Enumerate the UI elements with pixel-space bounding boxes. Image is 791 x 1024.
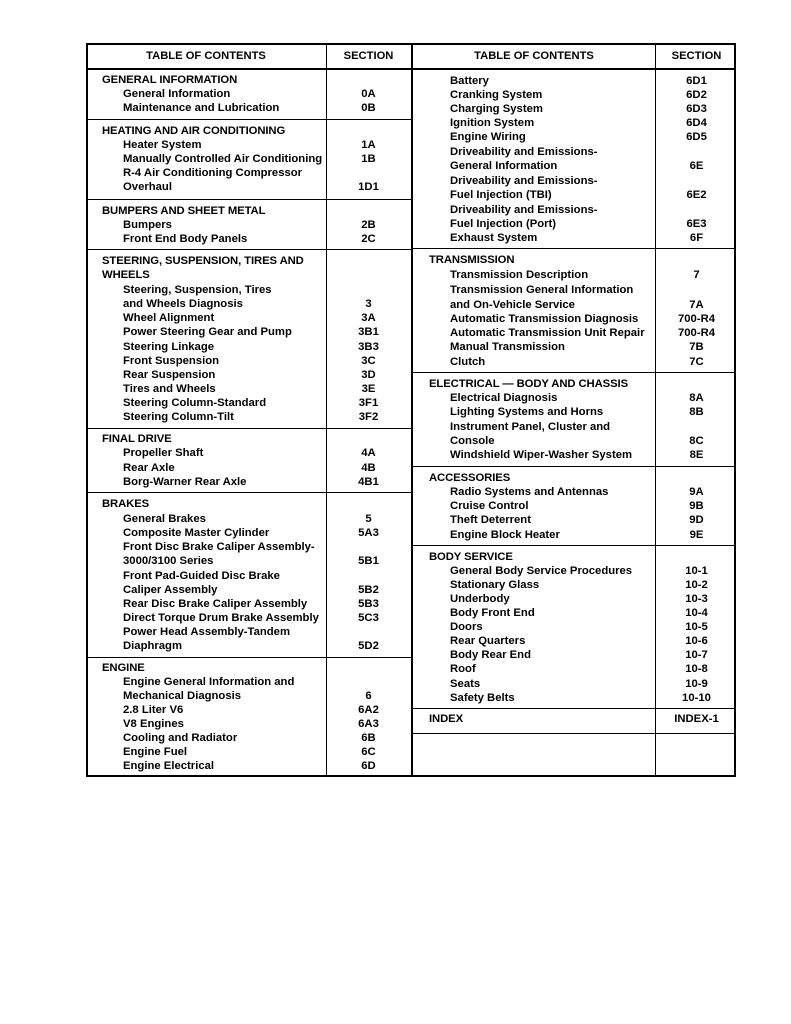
toc-entry[interactable]: Front Suspension 3C	[123, 355, 376, 367]
toc-entry[interactable]: Engine Block Heater 9E	[450, 529, 704, 541]
toc-entry[interactable]: Engine Fuel 6C	[123, 746, 376, 758]
toc-entry[interactable]: Power Steering Gear and Pump 3B1	[123, 326, 379, 338]
toc-entry[interactable]: Fuel Injection (Port) 6E3	[450, 218, 707, 230]
toc-entry[interactable]: Bumpers 2B	[123, 219, 376, 231]
toc-entry[interactable]: Instrument Panel, Cluster and	[450, 421, 611, 433]
toc-entry[interactable]: Clutch 7C	[450, 356, 704, 368]
toc-entry[interactable]: Cooling and Radiator 6B	[123, 732, 376, 744]
toc-entry[interactable]: Direct Torque Drum Brake Assembly 5C3	[123, 612, 379, 624]
toc-entry[interactable]: Fuel Injection (TBI) 6E2	[450, 189, 707, 201]
table-of-contents	[86, 43, 736, 777]
group-heading: ELECTRICAL — BODY AND CHASSIS	[429, 378, 628, 390]
toc-entry[interactable]: Rear Suspension 3D	[123, 369, 376, 381]
toc-entry[interactable]: Body Rear End 10-7	[450, 649, 708, 661]
toc-entry[interactable]: General Information 0A	[123, 88, 376, 100]
toc-entry[interactable]: Doors 10-5	[450, 621, 708, 633]
toc-entry[interactable]: Caliper Assembly 5B2	[123, 584, 379, 596]
toc-entry[interactable]: Theft Deterrent 9D	[450, 514, 704, 526]
toc-entry[interactable]: Electrical Diagnosis 8A	[450, 392, 704, 404]
toc-entry[interactable]: and Wheels Diagnosis 3	[123, 298, 372, 310]
toc-entry[interactable]: Cruise Control 9B	[450, 500, 704, 512]
toc-entry[interactable]: Power Head Assembly-Tandem	[123, 626, 290, 638]
toc-entry[interactable]: Manually Controlled Air Conditioning 1B	[123, 153, 376, 165]
toc-right-header	[413, 43, 736, 70]
toc-entry[interactable]: Diaphragm 5D2	[123, 640, 379, 652]
toc-entry[interactable]: 3000/3100 Series 5B1	[123, 555, 379, 567]
toc-entry[interactable]: Front Pad-Guided Disc Brake	[123, 570, 280, 582]
toc-entry[interactable]: and On-Vehicle Service 7A	[450, 299, 704, 311]
toc-entry[interactable]: General Information 6E	[450, 160, 704, 172]
group-separator	[413, 708, 736, 709]
toc-entry[interactable]: Overhaul 1D1	[123, 181, 379, 193]
header-section: SECTION	[671, 50, 722, 62]
group-heading: BUMPERS AND SHEET METAL	[102, 205, 266, 217]
toc-entry[interactable]: Driveability and Emissions-	[450, 146, 598, 158]
group-heading: GENERAL INFORMATION	[102, 74, 238, 86]
group-separator	[86, 199, 411, 200]
toc-entry[interactable]: Front Disc Brake Caliper Assembly-	[123, 541, 315, 553]
group-heading: TRANSMISSION	[429, 254, 515, 266]
index-entry[interactable]: INDEX INDEX-1	[429, 713, 719, 725]
toc-entry[interactable]: Front End Body Panels 2C	[123, 233, 376, 245]
toc-entry[interactable]: Composite Master Cylinder 5A3	[123, 527, 379, 539]
group-heading: ENGINE	[102, 662, 145, 674]
toc-entry[interactable]: Transmission Description 7	[450, 269, 700, 281]
group-heading: STEERING, SUSPENSION, TIRES AND	[102, 255, 304, 267]
toc-entry[interactable]: Engine General Information and	[123, 676, 295, 688]
toc-entry[interactable]: Radio Systems and Antennas 9A	[450, 486, 704, 498]
toc-entry[interactable]: Charging System 6D3	[450, 103, 707, 115]
group-separator	[86, 657, 411, 658]
toc-entry[interactable]: Stationary Glass 10-2	[450, 579, 708, 591]
toc-entry[interactable]: Manual Transmission 7B	[450, 341, 704, 353]
toc-entry[interactable]: Heater System 1A	[123, 139, 376, 151]
toc-right-column	[411, 43, 736, 777]
toc-entry[interactable]: Roof 10-8	[450, 663, 708, 675]
toc-entry[interactable]: 2.8 Liter V6 6A2	[123, 704, 379, 716]
toc-entry[interactable]: Safety Belts 10-10	[450, 692, 711, 704]
toc-entry[interactable]: Engine Wiring 6D5	[450, 131, 707, 143]
toc-entry[interactable]: Transmission General Information	[450, 284, 634, 296]
toc-entry[interactable]: Automatic Transmission Unit Repair 700-R4	[450, 327, 716, 339]
group-separator	[413, 545, 736, 546]
toc-entry[interactable]: Ignition System 6D4	[450, 117, 707, 129]
toc-entry[interactable]: General Body Service Procedures 10-1	[450, 565, 708, 577]
group-separator	[413, 372, 736, 373]
toc-entry[interactable]: Steering, Suspension, Tires	[123, 284, 272, 296]
group-heading-cont: WHEELS	[102, 269, 150, 281]
toc-entry[interactable]: General Brakes 5	[123, 513, 372, 525]
group-heading: BRAKES	[102, 498, 150, 510]
group-heading: BODY SERVICE	[429, 551, 513, 563]
group-separator	[86, 492, 411, 493]
toc-entry[interactable]: Cranking System 6D2	[450, 89, 707, 101]
group-separator	[86, 428, 411, 429]
toc-entry[interactable]: Battery 6D1	[450, 75, 707, 87]
toc-entry[interactable]: Steering Column-Standard 3F1	[123, 397, 379, 409]
group-separator	[413, 248, 736, 249]
toc-entry[interactable]: Rear Axle 4B	[123, 462, 376, 474]
toc-entry[interactable]: Driveability and Emissions-	[450, 204, 598, 216]
toc-entry[interactable]: Rear Disc Brake Caliper Assembly 5B3	[123, 598, 379, 610]
toc-entry[interactable]: Console 8C	[450, 435, 704, 447]
toc-entry[interactable]: R-4 Air Conditioning Compressor	[123, 167, 303, 179]
toc-entry[interactable]: Automatic Transmission Diagnosis 700-R4	[450, 313, 716, 325]
toc-entry[interactable]: Engine Electrical 6D	[123, 760, 376, 772]
toc-entry[interactable]: Windshield Wiper-Washer System 8E	[450, 449, 704, 461]
toc-entry[interactable]: Seats 10-9	[450, 678, 708, 690]
toc-entry[interactable]: Maintenance and Lubrication 0B	[123, 102, 376, 114]
toc-entry[interactable]: Exhaust System 6F	[450, 232, 704, 244]
toc-entry[interactable]: Propeller Shaft 4A	[123, 447, 376, 459]
header-title: TABLE OF CONTENTS	[474, 50, 594, 62]
group-heading: ACCESSORIES	[429, 472, 511, 484]
group-separator	[86, 119, 411, 120]
toc-entry[interactable]: Driveability and Emissions-	[450, 175, 598, 187]
header-section: SECTION	[343, 50, 394, 62]
group-heading: HEATING AND AIR CONDITIONING	[102, 125, 286, 137]
toc-entry[interactable]: Wheel Alignment 3A	[123, 312, 376, 324]
toc-entry[interactable]: Tires and Wheels 3E	[123, 383, 376, 395]
toc-entry[interactable]: Borg-Warner Rear Axle 4B1	[123, 476, 379, 488]
toc-entry[interactable]: Underbody 10-3	[450, 593, 708, 605]
toc-left-header	[86, 43, 411, 70]
group-separator	[413, 733, 736, 734]
toc-entry[interactable]: Steering Column-Tilt 3F2	[123, 411, 379, 423]
header-title: TABLE OF CONTENTS	[146, 50, 266, 62]
toc-entry[interactable]: Steering Linkage 3B3	[123, 341, 379, 353]
toc-entry[interactable]: Rear Quarters 10-6	[450, 635, 708, 647]
toc-entry[interactable]: V8 Engines 6A3	[123, 718, 379, 730]
group-separator	[413, 466, 736, 467]
toc-entry[interactable]: Body Front End 10-4	[450, 607, 708, 619]
toc-entry[interactable]: Lighting Systems and Horns 8B	[450, 406, 704, 418]
group-heading: FINAL DRIVE	[102, 433, 172, 445]
toc-left-column	[86, 43, 411, 777]
group-separator	[86, 249, 411, 250]
toc-entry[interactable]: Mechanical Diagnosis 6	[123, 690, 372, 702]
